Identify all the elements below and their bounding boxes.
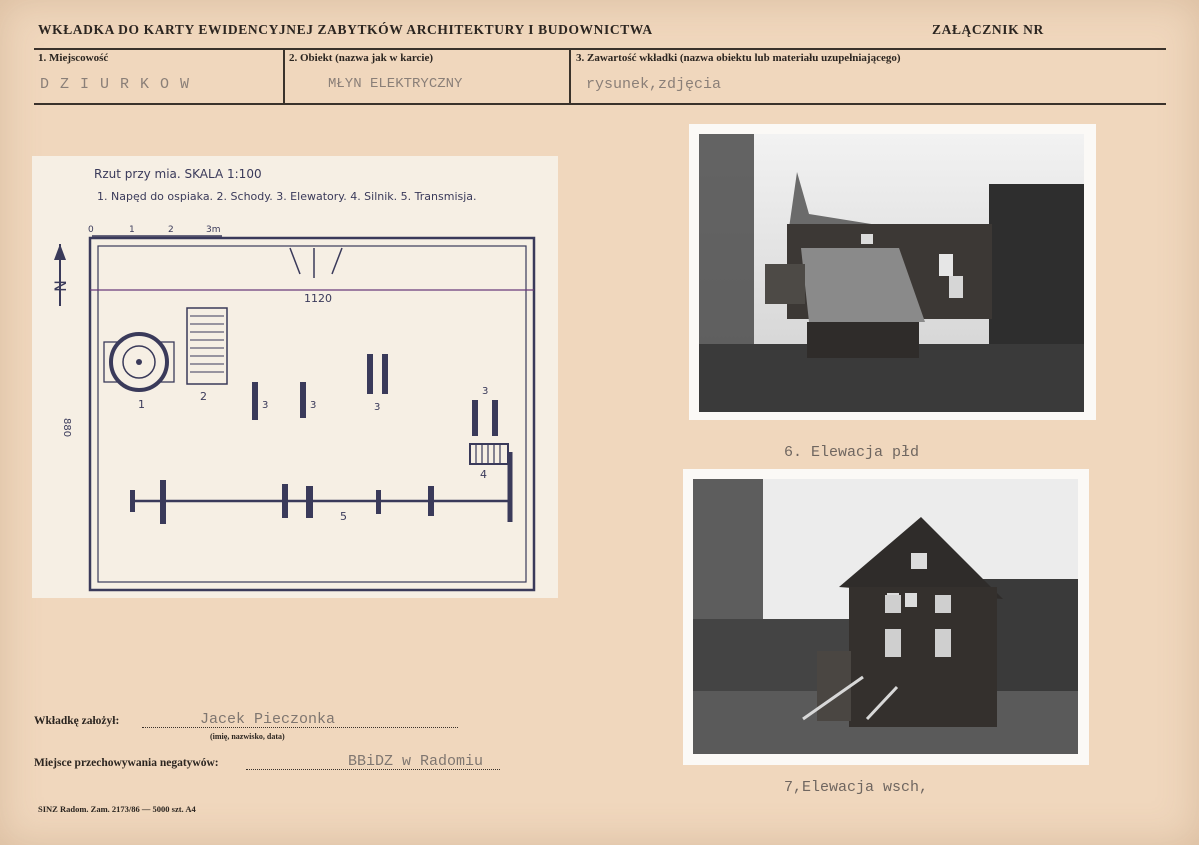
founder-hint: (imię, nazwisko, data): [210, 732, 285, 741]
plan-label-3c: 3: [374, 402, 381, 413]
field-divider-1: [283, 48, 285, 103]
object-label: 2. Obiekt (nazwa jak w karcie): [289, 52, 434, 64]
plan-legend: 1. Napęd do ospiaka. 2. Schody. 3. Elewatory. 4. Silnik. 5. Transmisja.: [97, 190, 477, 203]
plan-label-4: 4: [480, 468, 487, 481]
plan-label-2: 2: [200, 390, 207, 403]
photo-south-image: [689, 124, 1096, 420]
floor-plan-svg: [32, 156, 558, 598]
header-top-rule: [34, 48, 1166, 50]
north-label: N: [51, 280, 70, 292]
scale-tick-1: 1: [129, 225, 135, 235]
plan-label-3b: 3: [310, 400, 317, 411]
scale-tick-2: 2: [168, 225, 174, 235]
scale-tick-0: 0: [88, 225, 94, 235]
photo-south-elevation: [689, 124, 1096, 420]
place-label: 1. Miejscowość: [38, 52, 109, 64]
place-value: D Z I U R K O W: [40, 76, 191, 93]
plan-label-5: 5: [340, 510, 347, 523]
plan-title: Rzut przy mia. SKALA 1:100: [94, 167, 262, 181]
storage-label: Miejsce przechowywania negatywów:: [34, 757, 219, 769]
plan-width-dimension: 1120: [304, 292, 332, 305]
plan-height-dimension: 880: [61, 418, 72, 438]
attachment-number-label: ZAŁĄCZNIK NR: [932, 22, 1044, 37]
founder-value: Jacek Pieczonka: [200, 711, 336, 728]
document-title: WKŁADKA DO KARTY EWIDENCYJNEJ ZABYTKÓW ARCHITEKTURY I BUDOWNICTWA: [38, 22, 653, 37]
header-bottom-rule: [34, 103, 1166, 105]
scale-tick-3: 3m: [206, 225, 221, 235]
photo-east-image: [683, 469, 1089, 765]
storage-value: BBiDZ w Radomiu: [348, 753, 484, 770]
print-footer: SINZ Radom. Zam. 2173/86 — 5000 szt. A4: [38, 804, 196, 814]
plan-label-3d: 3: [482, 386, 489, 397]
photo-east-elevation: [683, 469, 1089, 765]
content-value: rysunek,zdjęcia: [586, 76, 722, 93]
photo-south-caption: 6. Elewacja płd: [784, 444, 920, 461]
object-value: MŁYN ELEKTRYCZNY: [328, 76, 463, 92]
plan-label-1: 1: [138, 398, 145, 411]
photo-east-caption: 7,Elewacja wsch,: [784, 779, 929, 796]
content-label: 3. Zawartość wkładki (nazwa obiektu lub materiału uzupełniającego): [576, 52, 901, 64]
founder-label: Wkładkę założył:: [34, 715, 120, 727]
floor-plan-drawing: [32, 156, 558, 598]
field-divider-2: [569, 48, 571, 103]
plan-label-3a: 3: [262, 400, 269, 411]
